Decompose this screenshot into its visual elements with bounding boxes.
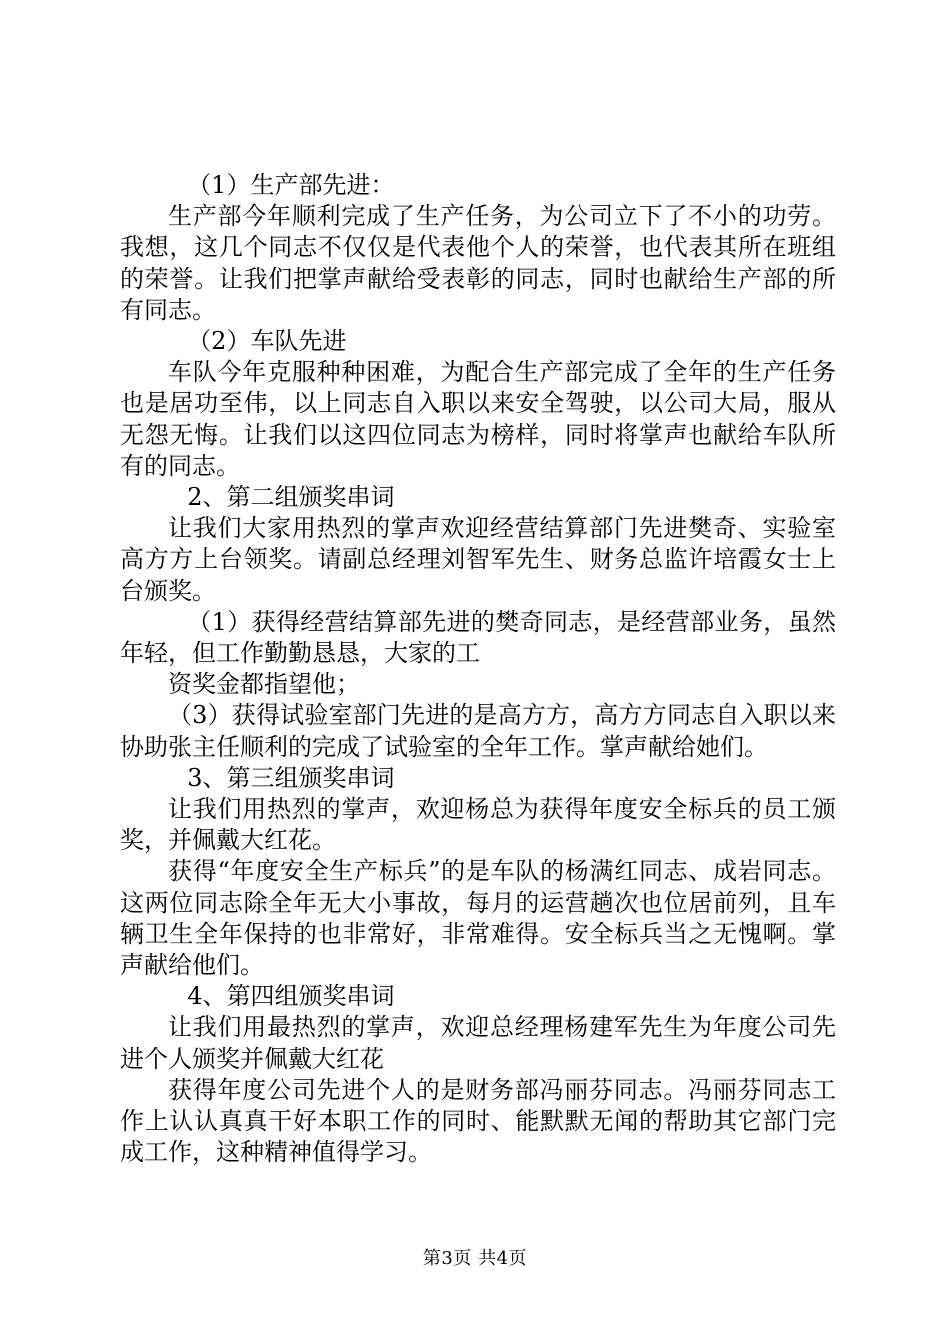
page-footer: 第3页 共4页 xyxy=(422,1248,528,1269)
heading-group-4: 4、第四组颁奖串词 xyxy=(187,982,395,1011)
paragraph-group-2-intro: 让我们大家用热烈的掌声欢迎经营结算部门先进樊奇、实验室高方方上台领奖。请副总经理刘智军先生、财务总监许培霞女士上台颁奖。 xyxy=(120,514,836,605)
heading-group-3: 3、第三组颁奖串词 xyxy=(187,763,395,792)
paragraph-safety-model: 获得“年度安全生产标兵”的是车队的杨满红同志、成岩同志。这两位同志除全年无大小事故，每月的运营趟次也位居前列，且车辆卫生全年保持的也非常好，非常难得。安全标兵当之无愧啊。掌声献给他们。 xyxy=(120,857,836,980)
paragraph-motorcade: 车队今年克服种种困难，为配合生产部完成了全年的生产任务也是居功至伟，以上同志自入职以来安全驾驶，以公司大局，服从无怨无悔。让我们以这四位同志为榜样，同时将掌声也献给车队所有的同志。 xyxy=(120,358,836,480)
paragraph-group-3-intro: 让我们用热烈的掌声，欢迎杨总为获得年度安全标兵的员工颁奖，并佩戴大红花。 xyxy=(120,795,836,855)
paragraph-fanqi: （1）获得经营结算部先进的樊奇同志，是经营部业务，虽然年轻，但工作勤勤恳恳，大家的工 xyxy=(120,607,836,668)
paragraph-fanqi-cont: 资奖金都指望他； xyxy=(168,670,360,699)
document-body xyxy=(120,170,836,1169)
paragraph-group-4-intro: 让我们用最热烈的掌声，欢迎总经理杨建军先生为年度公司先进个人颁奖并佩戴大红花 xyxy=(120,1013,836,1073)
heading-group-2: 2、第二组颁奖串词 xyxy=(187,483,395,512)
paragraph-production-dept: 生产部今年顺利完成了生产任务，为公司立下了不小的功劳。我想，这几个同志不仅仅是代表他个人的荣誉，也代表其所在班组的荣誉。让我们把掌声献给受表彰的同志，同时也献给生产部的所有同志。 xyxy=(120,202,836,324)
heading-production-dept: （1）生产部先进： xyxy=(187,171,395,199)
paragraph-gaofangfang: （3）获得试验室部门先进的是高方方，高方方同志自入职以来协助张主任顺利的完成了试验室的全年工作。掌声献给她们。 xyxy=(120,701,836,761)
paragraph-fenglifen: 获得年度公司先进个人的是财务部冯丽芬同志。冯丽芬同志工作上认认真真干好本职工作的同时、能默默无闻的帮助其它部门完成工作，这种精神值得学习。 xyxy=(120,1075,836,1167)
heading-motorcade: （2）车队先进 xyxy=(187,327,347,356)
